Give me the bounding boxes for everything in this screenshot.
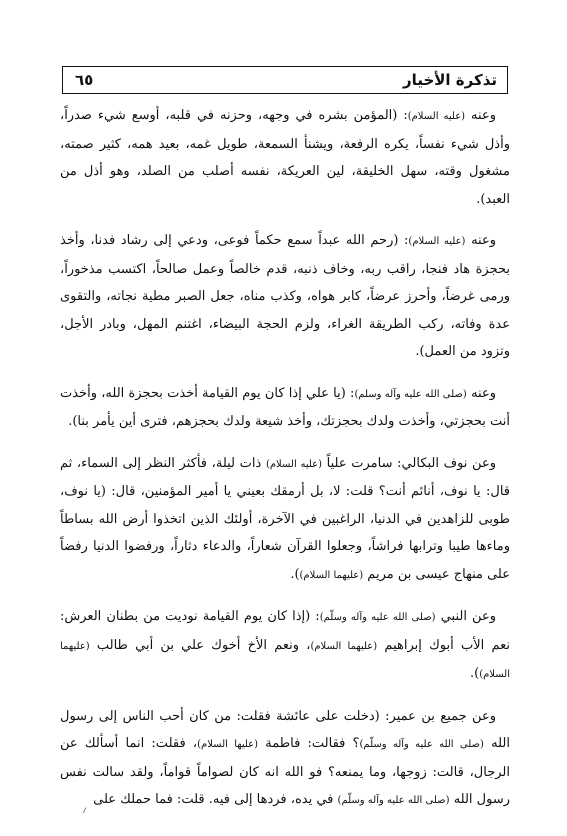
paragraph-lead: وعن جميع بن عمير: (دخلت على عائشة فقلت: من كان أحب الناس إلى رسول الله — [60, 708, 510, 751]
paragraph-1 — [60, 102, 510, 213]
honorific-note: (صلى الله عليه وآله وسلّم) — [359, 739, 484, 750]
honorific-note: (صلى الله عليه وآله وسلّم) — [319, 612, 436, 623]
page-body — [60, 102, 510, 821]
honorific-note: (عليه السلام) — [265, 458, 323, 470]
paragraph-text: ). — [290, 566, 300, 582]
paragraph-text: : (يا علي إذا كان يوم القيامة أخذت بحجزة الله، وأخذت أنت بحجزتي، وأخذت ولدك بحجزتك، وأخذ شيعة ولدك بحجزهم، فترى أين يأمر بنا). — [60, 385, 510, 429]
paragraph-lead: وعنه — [471, 108, 496, 123]
paragraph-lead: وعنه — [471, 385, 497, 401]
honorific-note: (صلى الله عليه وآله وسلّم) — [337, 795, 450, 806]
paragraph-text: ). — [469, 666, 480, 681]
honorific-note: (عليهما السلام) — [310, 640, 378, 652]
paragraph-text: ذات ليلة، فأكثر النظر إلى السماء، ثم قال: يا نوف، أنائم أنت؟ قلت: لا، بل أرمقك بعيني يا أمير المؤمنين، قال: (يا نوف، طوبى للزاهدين في الدنيا، الراغبين في الآخرة، أولئك الذين اتخذوا أرض الله بساطاً وماءها طيبا وترابها فراشاً، وجعلوا القرآن شعاراً، والدعاء دثاراً، ورفضوا الدنيا رفضاً على منهاج عيسى بن مريم — [60, 455, 510, 582]
paragraph-3 — [60, 380, 510, 436]
honorific-note: (عليهما السلام) — [299, 569, 364, 581]
book-title: تذكرة الأخيار — [403, 71, 497, 89]
page-number: ٦٥ — [75, 71, 94, 89]
paragraph-4 — [60, 450, 510, 590]
honorific-note: (صلى الله عليه وآله وسلم) — [354, 388, 467, 400]
paragraph-text: في يده، فردها إلى فيه. قلت: فما حملك على — [93, 792, 338, 807]
paragraph-text: : (رحم الله عبداً سمع حكماً فوعى، ودعي إلى رشاد فدنا، وأخذ بحجزة هاد فنجا، راقب ربه، وخاف ذنبه، قدم خالصاً وعمل صالحاً، اكتسب مذخوراً، ورمى غرضاً، وأحرز عرضاً، كابر هواه، وكذب مناه، جعل الصبر مطية نجاته، والتقوى عدة وفاته، ركب الطريقة الغراء، ولزم الحجة البيضاء، اغتنم المهل، وبادر الأجل، وتزود من العمل). — [60, 233, 510, 359]
paragraph-2 — [60, 227, 510, 366]
paragraph-text: ؟ فقالت: فاطمة — [265, 736, 360, 751]
honorific-note: (عليه السلام) — [408, 236, 466, 247]
honorific-note: (عليه السلام) — [407, 111, 466, 122]
paragraph-lead: وعن النبي — [440, 609, 496, 624]
paragraph-lead: وعن نوف البكالي: سامرت علياً — [326, 455, 496, 471]
paragraph-text: ، ونعم الأخ أخوك علي بن أبي طالب — [96, 637, 311, 653]
paragraph-text: ، فقلت: انما أسألك عن الرجال، قالت: زوجها، وما يمنعه؟ فو الله انه كان لصواماً قواماً، ولقد سالت نفس رسول الله — [60, 736, 510, 807]
running-header — [62, 66, 508, 94]
honorific-note: (عليها السلام) — [197, 739, 259, 750]
paragraph-5 — [60, 603, 510, 689]
paragraph-lead: وعنه — [471, 233, 497, 248]
honorific-note: (عليهما السلام) — [60, 640, 510, 680]
paragraph-text: : (إذا كان يوم القيامة نوديت من بطنان العرش: نعم الأب أبوك إبراهيم — [60, 609, 511, 653]
paragraph-text: : (المؤمن بشره في وجهه، وحزنه في قلبه، أوسع شيء صدراً، وأذل شيء نفساً، يكره الرفعة، ويشنأ السمعة، طويل غمه، بعيد همه، كثير صمته، مشغول وقته، سهل الخليقة، لين العريكة، نفسه أصلب من الصلد، وهو أذل من العبد). — [60, 108, 510, 207]
paragraph-6 — [60, 703, 510, 815]
